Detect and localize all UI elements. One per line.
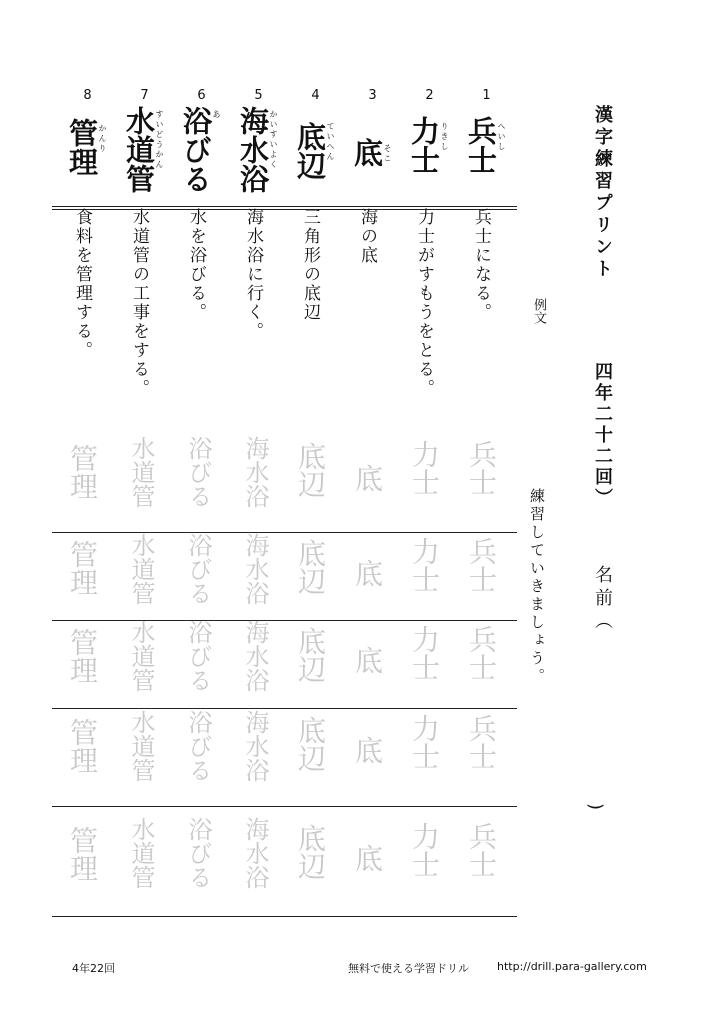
trace-practice: 海水浴 xyxy=(241,817,269,889)
session-text: 四年二十二回 xyxy=(592,362,613,488)
trace-practice: 管理 xyxy=(66,444,99,500)
kanji-column-8 xyxy=(59,84,116,934)
trace-practice: 力士 xyxy=(408,537,441,593)
trace-practice: 底 xyxy=(351,646,384,674)
kanji-word: 浴びる xyxy=(179,106,213,193)
trace-practice: 底辺 xyxy=(294,716,327,772)
kanji-word: 水道管 xyxy=(122,106,156,193)
trace-practice: 力士 xyxy=(408,822,441,878)
furigana: かいすいよく xyxy=(269,110,278,170)
kanji-column-7 xyxy=(116,84,173,934)
example-sentence: 力士がすもうをとる。 xyxy=(414,208,434,398)
trace-practice: 兵士 xyxy=(465,625,498,681)
trace-practice: 底辺 xyxy=(294,824,327,880)
furigana: りきし xyxy=(440,122,449,152)
trace-practice: 底辺 xyxy=(294,539,327,595)
session-bracket: ︶ xyxy=(592,488,613,509)
trace-practice: 海水浴 xyxy=(241,620,269,692)
trace-practice: 水道管 xyxy=(127,817,155,889)
trace-practice: 底 xyxy=(351,736,384,764)
trace-practice: 水道管 xyxy=(127,533,155,605)
footer-site-name: 無料で使える学習ドリル xyxy=(348,962,469,975)
trace-practice: 管理 xyxy=(66,718,99,774)
trace-practice: 底辺 xyxy=(294,627,327,683)
kanji-word: 管理 xyxy=(65,118,99,176)
trace-practice: 底 xyxy=(351,559,384,587)
example-sentence: 水を浴びる。 xyxy=(186,208,206,322)
session-label xyxy=(585,362,619,542)
example-sentence: 三角形の底辺 xyxy=(300,208,320,322)
trace-practice: 兵士 xyxy=(465,822,498,878)
footer-session: 4年22回 xyxy=(72,962,115,975)
trace-practice: 兵士 xyxy=(465,714,498,770)
kanji-column-4 xyxy=(287,84,344,934)
example-sentence: 食料を管理する。 xyxy=(72,208,92,360)
trace-practice: 底 xyxy=(351,844,384,872)
item-number: 4 xyxy=(311,88,320,103)
furigana: かんり xyxy=(98,124,107,154)
kanji-column-1 xyxy=(458,84,515,934)
trace-practice: 海水浴 xyxy=(241,710,269,782)
practice-note: 練習していきましょう。 xyxy=(528,488,546,686)
item-number: 6 xyxy=(197,88,206,103)
trace-practice: 浴びる xyxy=(184,620,212,692)
worksheet-title: 漢字練習プリント xyxy=(592,105,613,281)
furigana: ていへん xyxy=(326,122,335,162)
kanji-word: 力士 xyxy=(407,116,441,174)
trace-practice: 浴びる xyxy=(184,436,212,508)
example-label: 例文 xyxy=(531,298,546,324)
trace-practice: 力士 xyxy=(408,625,441,681)
furigana: そこ xyxy=(383,144,392,164)
trace-practice: 管理 xyxy=(66,826,99,882)
trace-practice: 浴びる xyxy=(184,533,212,605)
item-number: 1 xyxy=(482,88,491,103)
furigana: へいし xyxy=(497,122,506,152)
kanji-column-6 xyxy=(173,84,230,934)
name-label: 名前︵ xyxy=(592,565,613,634)
kanji-column-2 xyxy=(401,84,458,934)
example-sentence: 水道管の工事をする。 xyxy=(129,208,149,398)
trace-practice: 海水浴 xyxy=(241,533,269,605)
trace-practice: 管理 xyxy=(66,628,99,684)
trace-practice: 浴びる xyxy=(184,817,212,889)
name-field-close: ) xyxy=(585,802,607,811)
trace-practice: 海水浴 xyxy=(241,436,269,508)
trace-practice: 底 xyxy=(351,464,384,492)
trace-practice: 浴びる xyxy=(184,710,212,782)
trace-practice: 管理 xyxy=(66,540,99,596)
item-number: 2 xyxy=(425,88,434,103)
kanji-column-5 xyxy=(230,84,287,934)
example-sentence: 海水浴に行く。 xyxy=(243,208,263,341)
example-sentence: 兵士になる。 xyxy=(471,208,491,322)
furigana: すいどうかん xyxy=(155,110,164,170)
kanji-word: 海水浴 xyxy=(236,106,270,193)
item-number: 8 xyxy=(83,88,92,103)
kanji-word: 兵士 xyxy=(464,116,498,174)
trace-practice: 水道管 xyxy=(127,620,155,692)
footer-url[interactable]: http://drill.para-gallery.com xyxy=(497,960,647,973)
trace-practice: 水道管 xyxy=(127,436,155,508)
kanji-word: 底辺 xyxy=(293,122,327,180)
item-number: 5 xyxy=(254,88,263,103)
trace-practice: 力士 xyxy=(408,714,441,770)
trace-practice: 兵士 xyxy=(465,537,498,593)
item-number: 3 xyxy=(368,88,377,103)
trace-practice: 底辺 xyxy=(294,442,327,498)
example-sentence: 海の底 xyxy=(357,208,377,265)
trace-practice: 力士 xyxy=(408,440,441,496)
kanji-column-3 xyxy=(344,84,401,934)
trace-practice: 水道管 xyxy=(127,710,155,782)
item-number: 7 xyxy=(140,88,149,103)
kanji-word: 底 xyxy=(350,138,384,167)
trace-practice: 兵士 xyxy=(465,440,498,496)
furigana: あ xyxy=(212,110,221,120)
